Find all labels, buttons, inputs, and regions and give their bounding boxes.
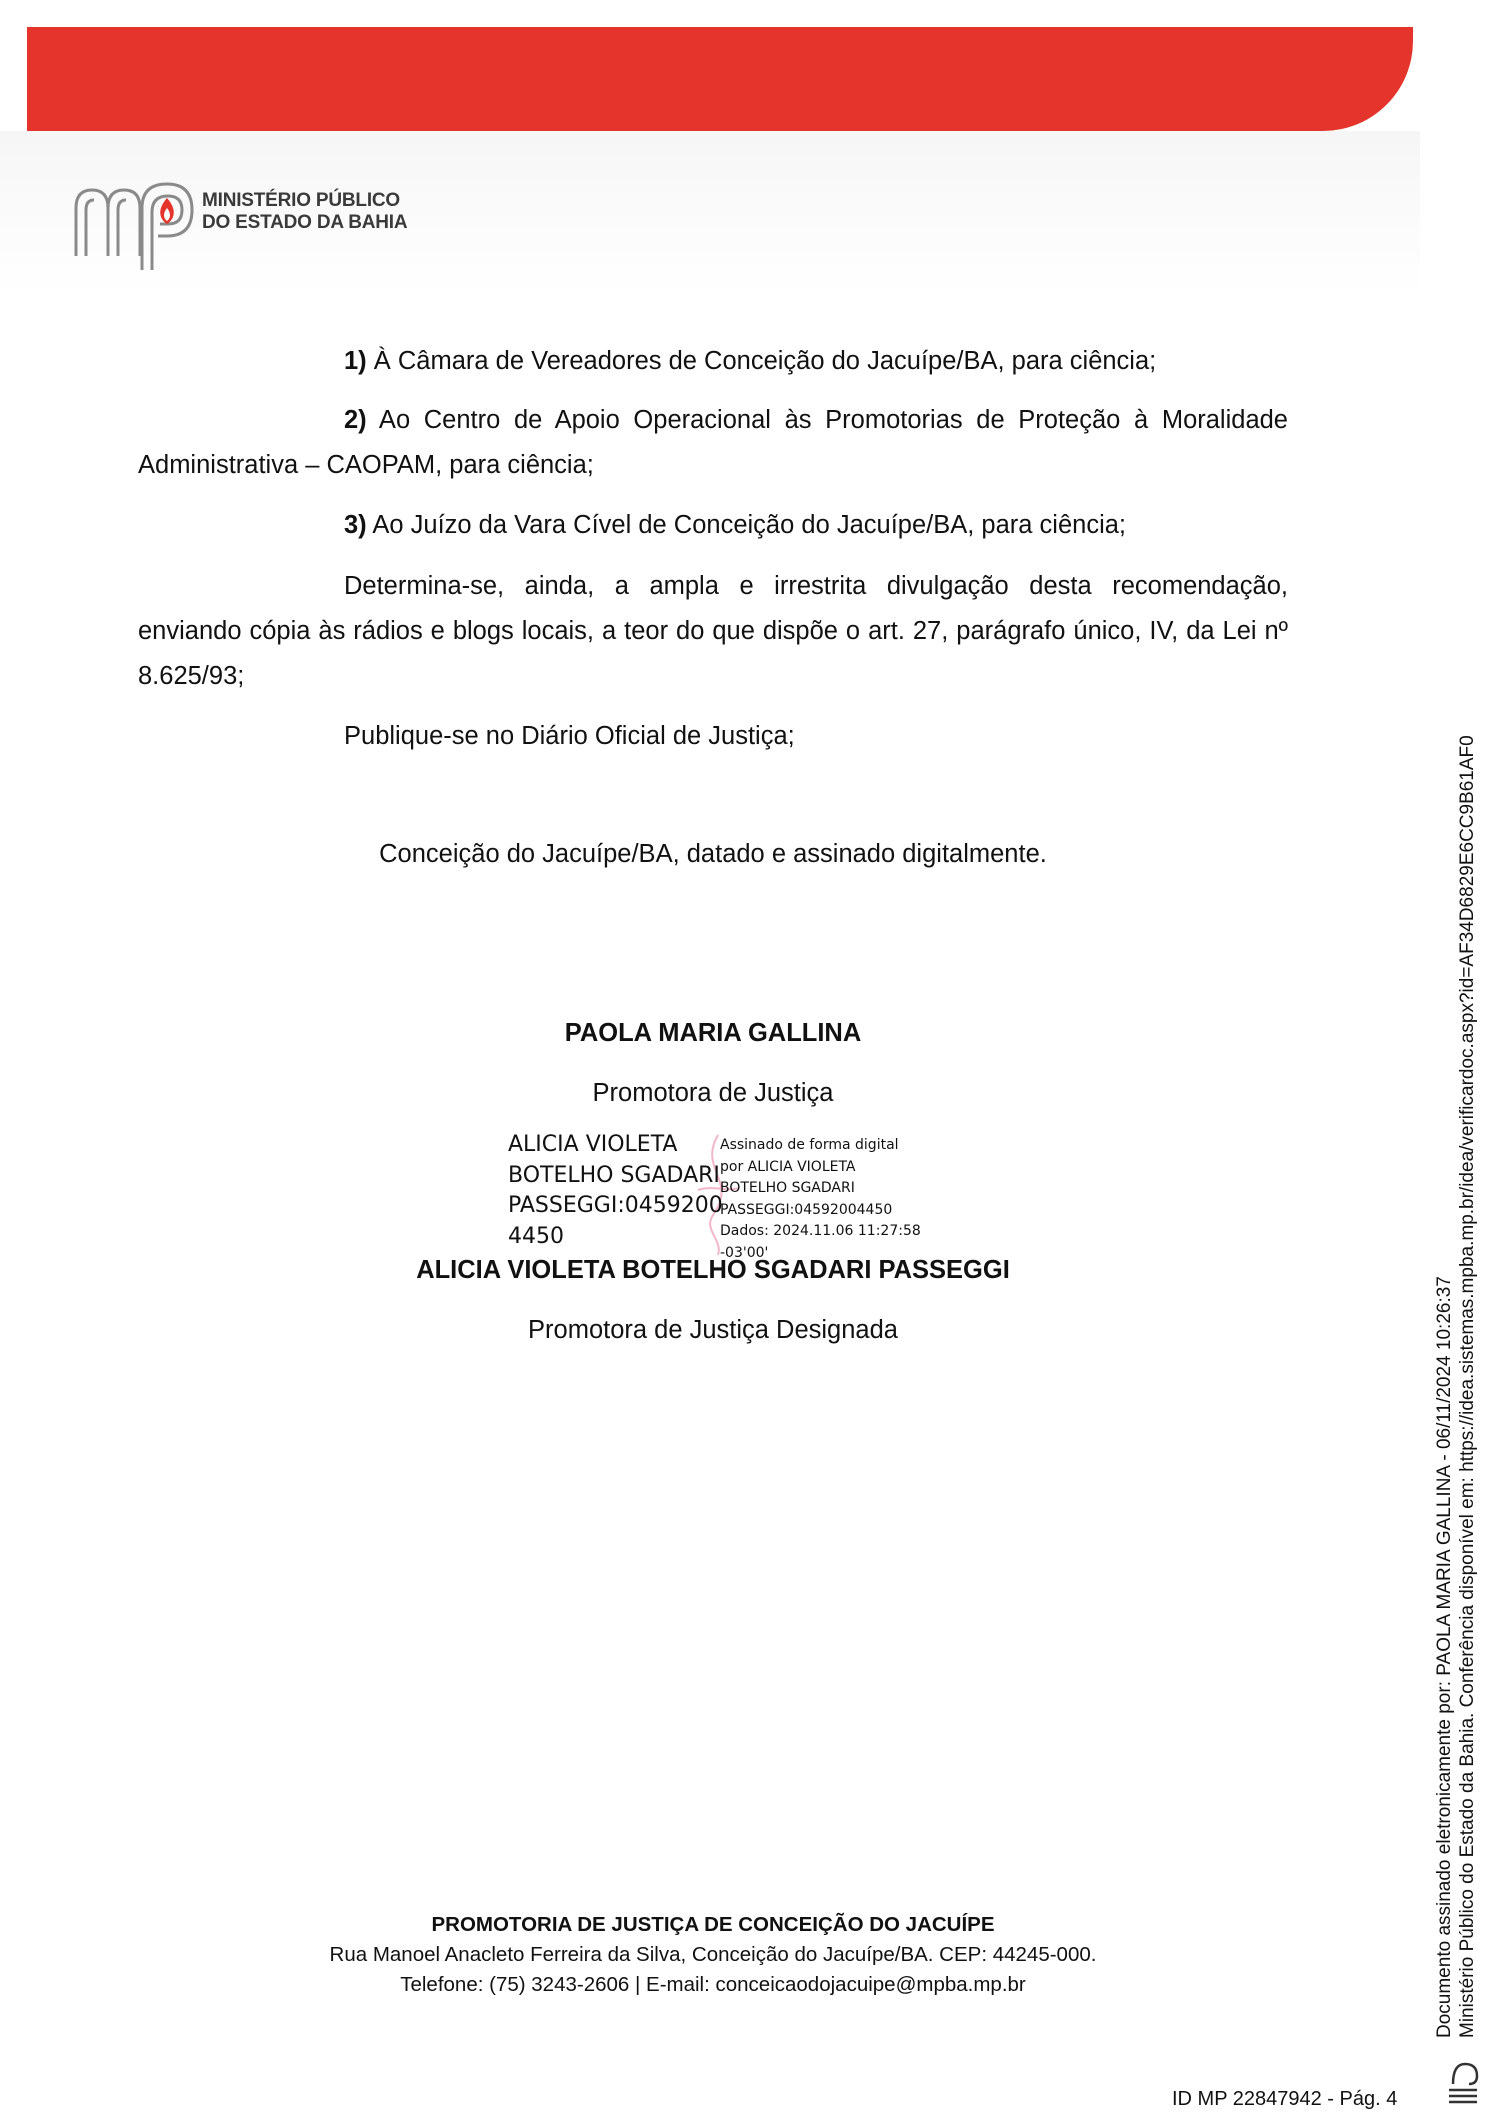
item-3 [138, 503, 1288, 548]
publish-paragraph: Publique-se no Diário Oficial de Justiça; [344, 722, 795, 750]
item-1 [138, 339, 1288, 384]
org-name-line1: MINISTÉRIO PÚBLICO [202, 190, 401, 211]
stamp-name-line: ALICIA VIOLETA [508, 1132, 678, 1157]
page-identifier: ID MP 22847942 - Pág. 4 [1172, 2088, 1398, 2110]
item-3-number: 3) [344, 511, 367, 539]
first-signer-role: Promotora de Justiça [592, 1079, 834, 1107]
footer-address: Rua Manoel Anacleto Ferreira da Silva, Conceição do Jacuípe/BA. CEP: 44245-000. [329, 1943, 1097, 1966]
item-1-text: À Câmara de Vereadores de Conceição do Jacuípe/BA, para ciência; [366, 347, 1157, 375]
electronic-signature-note [1433, 618, 1479, 2038]
stamp-name-line: PASSEGGI:0459200 [508, 1193, 723, 1218]
mp-small-logo-icon [1447, 2058, 1481, 2104]
item-3-text: Ao Juízo da Vara Cível de Conceição do Jacuípe/BA, para ciência; [366, 511, 1126, 539]
second-signer-name: ALICIA VIOLETA BOTELHO SGADARI PASSEGGI [416, 1256, 1010, 1284]
second-signer-role: Promotora de Justiça Designada [528, 1316, 898, 1344]
stamp-detail-line: Assinado de forma digital [720, 1137, 899, 1153]
signature-note-line1: Documento assinado eletronicamente por: PAOLA MARIA GALLINA - 06/11/2024 10:26:37 [1434, 1276, 1455, 2038]
first-signer-name: PAOLA MARIA GALLINA [564, 1019, 862, 1047]
stamp-detail-line: Dados: 2024.11.06 11:27:58 [720, 1223, 921, 1239]
stamp-signature-details [720, 1135, 930, 1264]
stamp-signer-name [508, 1130, 723, 1252]
mp-logo-icon [72, 178, 197, 273]
footer-contact: Telefone: (75) 3243-2606 | E-mail: conceicaodojacuipe@mpba.mp.br [400, 1973, 1026, 1996]
signature-note-line2: Ministério Público do Estado da Bahia. Conferência disponível em: https://idea.sistemas.mpba.mp.br/idea/verificardoc.aspx?id=AF34D6829E6CC9B61AF0 [1457, 735, 1478, 2038]
stamp-detail-line: por ALICIA VIOLETA [720, 1158, 856, 1175]
item-2-number: 2) [344, 406, 367, 434]
stamp-name-line: BOTELHO SGADARI [508, 1162, 720, 1188]
stamp-detail-line: BOTELHO SGADARI [720, 1180, 855, 1196]
stamp-detail-line: PASSEGGI:04592004450 [720, 1201, 893, 1218]
item-2 [138, 398, 1288, 488]
item-1-number: 1) [344, 347, 367, 375]
header-red-band [27, 27, 1413, 131]
place-and-date: Conceição do Jacuípe/BA, datado e assinado digitalmente. [379, 840, 1047, 868]
stamp-detail-line: -03'00' [720, 1244, 769, 1261]
footer-title: PROMOTORIA DE JUSTIÇA DE CONCEIÇÃO DO JACUÍPE [431, 1913, 995, 1936]
digital-signature-stamp [508, 1130, 928, 1260]
organization-logo [72, 178, 408, 278]
item-2-text: Ao Centro de Apoio Operacional às Promotorias de Proteção à Moralidade Administrativa – CAOPAM, para ciência; [138, 406, 1288, 479]
dissemination-paragraph: Determina-se, ainda, a ampla e irrestrita divulgação desta recomendação, enviando cópia às rádios e blogs locais, a teor do que dispõe o art. 27, parágrafo único, IV, da Lei nº 8.625/93; [138, 572, 1288, 690]
org-name-line2: DO ESTADO DA BAHIA [202, 212, 408, 233]
stamp-name-line: 4450 [508, 1223, 564, 1249]
